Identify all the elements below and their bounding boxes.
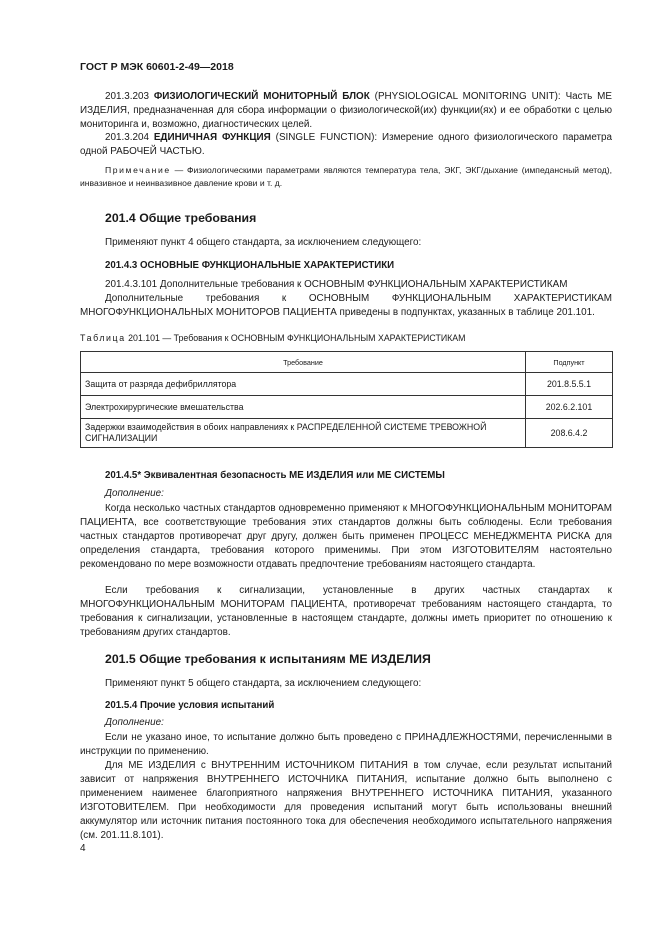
- definition-201-3-204: [80, 131, 612, 159]
- section-201-4-intro: Применяют пункт 4 общего стандарта, за исключением следующего:: [105, 237, 422, 248]
- table-row: [81, 373, 613, 396]
- section-title-201-4: 201.4 Общие требования: [105, 211, 257, 225]
- requirement-cell: Защита от разряда дефибриллятора: [81, 373, 526, 396]
- column-header-clause: Подпункт: [526, 352, 613, 373]
- definition-number: 201.3.204: [105, 132, 149, 143]
- subsection-title-201-4-3: 201.4.3 ОСНОВНЫЕ ФУНКЦИОНАЛЬНЫЕ ХАРАКТЕРИСТИКИ: [105, 260, 395, 271]
- section-201-4-5-paragraph-2: Если требования к сигнализации, установленные в других частных стандартах к МНОГОФУНКЦИОНАЛЬНЫМ МОНИТОРАМ ПАЦИЕНТА, противоречат требованиям настоящего стандарта, то требования к сигнализации, установленные в настоящем стандарте, должны иметь приоритет по отношению к требованиям других стандартов.: [80, 585, 612, 638]
- definition-text: (PHYSIOLOGICAL MONITORING UNIT): Часть МЕ ИЗДЕЛИЯ, предназначенная для сбора информации о физиологической(их) функции(ях) и ее обработки с целью мониторинга и, возможно, диагностических целей.: [80, 91, 612, 130]
- column-header-requirement: Требование: [81, 352, 526, 373]
- table-caption: [80, 333, 465, 343]
- standard-header: ГОСТ Р МЭК 60601-2-49—2018: [80, 61, 234, 73]
- table-header-row: [81, 352, 613, 373]
- note: [80, 164, 612, 190]
- section-201-4-5-paragraph-1: Когда несколько частных стандартов одновременно применяют к МНОГОФУНКЦИОНАЛЬНЫМ МОНИТОРАМ ПАЦИЕНТА, все соответствующие требования этих стандартов должны быть соблюдены. Если требования частных стандартов противоречат друг другу, должен быть применен ПРОЦЕСС МЕНЕДЖМЕНТА РИСКА для определения стандарта, требования которого применимы. При этом ИЗГОТОВИТЕЛЯМ настоятельно рекомендовано по мере возможности отдавать предпочтение требованиям настоящего стандарта.: [80, 503, 612, 570]
- clause-201-4-3-101-text: Дополнительные требования к ОСНОВНЫМ ФУНКЦИОНАЛЬНЫМ ХАРАКТЕРИСТИКАМ МНОГОФУНКЦИОНАЛЬНЫХ МОНИТОРОВ ПАЦИЕНТА приведены в подпунктах, указанных в таблице 201.101.: [80, 293, 612, 318]
- table-row: [81, 419, 613, 448]
- clause-cell: 208.6.4.2: [526, 419, 613, 448]
- definition-number: 201.3.203: [105, 91, 149, 102]
- section-201-5-4-paragraph-1: Если не указано иное, то испытание должно быть проведено с ПРИНАДЛЕЖНОСТЯМИ, перечисленными в инструкции по применению.: [80, 732, 612, 757]
- requirements-table: [80, 351, 613, 448]
- addition-label: Дополнение:: [105, 717, 164, 728]
- note-label: Примечание: [105, 165, 171, 175]
- note-text: — Физиологическими параметрами являются температура тела, ЭКГ, ЭКГ/дыхание (импедансный метод), инвазивное и неинвазивное давление крови и т. д.: [80, 165, 613, 188]
- definition-201-3-203: [80, 90, 612, 132]
- addition-label: Дополнение:: [105, 488, 164, 499]
- section-title-201-5: 201.5 Общие требования к испытаниям МЕ ИЗДЕЛИЯ: [105, 652, 431, 666]
- section-201-5-4-paragraph-2: Для МЕ ИЗДЕЛИЯ с ВНУТРЕННИМ ИСТОЧНИКОМ ПИТАНИЯ в том случае, если результат испытаний зависит от напряжения ВНУТРЕННЕГО ИСТОЧНИКА ПИТАНИЯ, испытание должно быть выполнено с применением наименее благоприятного напряжения ВНУТРЕННЕГО ИСТОЧНИКА ПИТАНИЯ, указанного ИЗГОТОВИТЕЛЕМ. При необходимости для проведения испытаний могут быть использованы внешний аккумулятор или источник питания постоянного тока для обеспечения необходимого испытательного напряжения (см. 201.11.8.101).: [80, 760, 612, 841]
- clause-cell: 201.8.5.5.1: [526, 373, 613, 396]
- definition-text: (SINGLE FUNCTION): Измерение одного физиологического параметра одной РАБОЧЕЙ ЧАСТЬЮ.: [80, 132, 612, 157]
- table-caption-label: Таблица: [80, 333, 126, 343]
- clause-cell: 202.6.2.101: [526, 396, 613, 419]
- subsection-title-201-5-4: 201.5.4 Прочие условия испытаний: [105, 700, 275, 711]
- requirement-cell: Задержки взаимодействия в обоих направлениях к РАСПРЕДЕЛЕННОЙ СИСТЕМЕ ТРЕВОЖНОЙ СИГНАЛИЗАЦИИ: [81, 419, 526, 448]
- clause-201-4-3-101: 201.4.3.101 Дополнительные требования к ОСНОВНЫМ ФУНКЦИОНАЛЬНЫМ ХАРАКТЕРИСТИКАМ: [105, 279, 568, 290]
- table-caption-text: 201.101 — Требования к ОСНОВНЫМ ФУНКЦИОНАЛЬНЫМ ХАРАКТЕРИСТИКАМ: [128, 333, 466, 343]
- table-row: [81, 396, 613, 419]
- requirement-cell: Электрохирургические вмешательства: [81, 396, 526, 419]
- definition-term: ЕДИНИЧНАЯ ФУНКЦИЯ: [153, 132, 271, 143]
- page-number: 4: [80, 843, 86, 854]
- section-201-5-intro: Применяют пункт 5 общего стандарта, за исключением следующего:: [105, 678, 422, 689]
- definition-term: ФИЗИОЛОГИЧЕСКИЙ МОНИТОРНЫЙ БЛОК: [153, 91, 370, 102]
- subsection-title-201-4-5: 201.4.5* Эквивалентная безопасность МЕ ИЗДЕЛИЯ или МЕ СИСТЕМЫ: [105, 470, 445, 481]
